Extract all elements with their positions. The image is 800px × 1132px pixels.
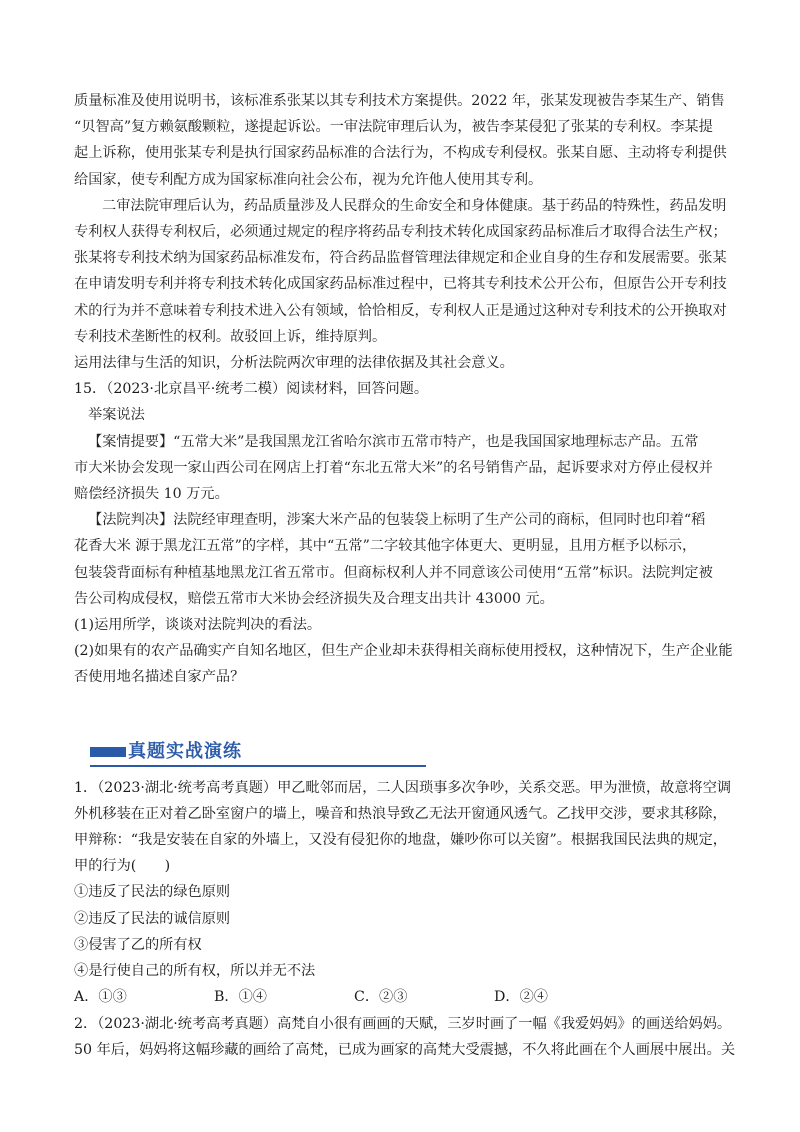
- section-title: 真题实战演练: [128, 740, 242, 762]
- question-line: 50 年后，妈妈将这幅珍藏的画给了高梵，已成为画家的高梵大受震撼，不久将此画在个人画展中展出。关: [74, 1041, 736, 1058]
- option-c: C．②③: [354, 989, 408, 1006]
- answer-options: [74, 984, 734, 1010]
- section-banner: [74, 735, 444, 767]
- case-subtitle: 举案说法: [88, 407, 145, 424]
- statement-item: ④是行使自己的所有权，所以并无不法: [74, 963, 316, 980]
- question-header: 15．（2023·北京昌平·统考二模）阅读材料，回答问题。: [74, 381, 429, 398]
- question-line: 甲辩称：“我是安装在自家的外墙上，又没有侵犯你的地盘，嫌吵你可以关窗”。根据我国民法典的规定，: [74, 832, 727, 849]
- paragraph-line: 市大米协会发现一家山西公司在网店上打着“东北五常大米”的名号销售产品，起诉要求对方停止侵权并: [74, 459, 713, 476]
- paragraph-line: 张某将专利技术纳为国家药品标准发布，符合药品监督管理法律规定和企业自身的生存和发展需要。张某: [74, 250, 727, 267]
- question-line: 1．（2023·湖北·统考高考真题）甲乙毗邻而居，二人因琐事多次争吵，关系交恶。甲为泄愤，故意将空调: [74, 779, 732, 796]
- paragraph-line: 二审法院审理后认为，药品质量涉及人民群众的生命安全和身体健康。基于药品的特殊性，药品发明: [102, 197, 727, 214]
- paragraph-line: 术的行为并不意味着专利技术进入公有领域，恰恰相反，专利权人正是通过这种对专利技术的公开换取对: [74, 302, 727, 319]
- statement-item: ①违反了民法的绿色原则: [74, 884, 231, 901]
- question-line: 外机移装在正对着乙卧室窗户的墙上，噪音和热浪导致乙无法开窗通风透气。乙找甲交涉，要求其移除，: [74, 805, 727, 822]
- paragraph-line: 质量标准及使用说明书，该标准系张某以其专利技术方案提供。2022 年，张某发现被告李某生产、销售: [74, 93, 725, 109]
- question-line: 2．（2023·湖北·统考高考真题）高梵自小很有画画的天赋，三岁时画了一幅《我爱妈妈》的画送给妈妈。: [74, 1015, 732, 1032]
- paragraph-line: 专利权人获得专利权后，必须通过规定的程序将药品专利技术转化成国家药品标准后才取得合法生产权；: [74, 224, 727, 241]
- case-14-text: [74, 88, 734, 376]
- paragraph-line: 起上诉称，使用张某专利是执行国家药品标准的合法行为，不构成专利侵权。张某自愿、主动将专利提供: [74, 145, 727, 162]
- sub-question-1: (1)运用所学，谈谈对法院判决的看法。: [74, 617, 322, 634]
- paragraph-line: 给国家，使专利配方成为国家标准向社会公布，视为允许他人使用其专利。: [74, 171, 543, 188]
- statement-item: ②违反了民法的诚信原则: [74, 910, 231, 927]
- statement-item: ③侵害了乙的所有权: [74, 936, 202, 953]
- paragraph-line: 赔偿经济损失 10 万元。: [74, 486, 229, 503]
- sub-question-2: (2)如果有的农产品确实产自知名地区，但生产企业却未获得相关商标使用授权，这种情况下，生产企业能: [74, 643, 733, 660]
- option-d: D．②④: [494, 989, 548, 1006]
- document-page: [74, 88, 734, 1063]
- mcq-2: [74, 1011, 734, 1063]
- case-15: [74, 376, 734, 690]
- banner-underline: [90, 765, 426, 767]
- paragraph-line: 花香大米 源于黑龙江五常”的字样，其中“五常”二字较其他字体更大、更明显，且用方框予以标示，: [74, 538, 697, 555]
- paragraph-line: 【法院判决】法院经审理查明，涉案大米产品的包装袋上标明了生产公司的商标，但同时也印着“稻: [88, 512, 706, 529]
- mcq-1: [74, 775, 734, 1011]
- paragraph-line: 包装袋背面标有种植基地黑龙江省五常市。但商标权利人并不同意该公司使用“五常”标识。法院判定被: [74, 564, 713, 581]
- question-line: 运用法律与生活的知识，分析法院两次审理的法律依据及其社会意义。: [74, 355, 514, 372]
- sub-question-2: 否使用地名描述自家产品？: [74, 669, 245, 686]
- question-line: 甲的行为( ): [74, 858, 171, 875]
- paragraph-line: 专利技术垄断性的权利。故驳回上诉，维持原判。: [74, 328, 387, 345]
- paragraph-line: 【案情提要】“五常大米”是我国黑龙江省哈尔滨市五常市特产，也是我国国家地理标志产品。五常: [88, 433, 699, 450]
- option-a: A．①③: [74, 989, 127, 1006]
- option-b: B．①④: [214, 989, 267, 1006]
- banner-bar-icon: [90, 747, 126, 757]
- paragraph-line: 在申请发明专利并将专利技术转化成国家药品标准过程中，已将其专利技术公开公布，但原告公开专利技: [74, 276, 727, 293]
- paragraph-line: “贝智高”复方赖氨酸颗粒，遂提起诉讼。一审法院审理后认为，被告李某侵犯了张某的专利权。李某提: [74, 119, 713, 136]
- paragraph-line: 告公司构成侵权，赔偿五常市大米协会经济损失及合理支出共计 43000 元。: [74, 590, 554, 607]
